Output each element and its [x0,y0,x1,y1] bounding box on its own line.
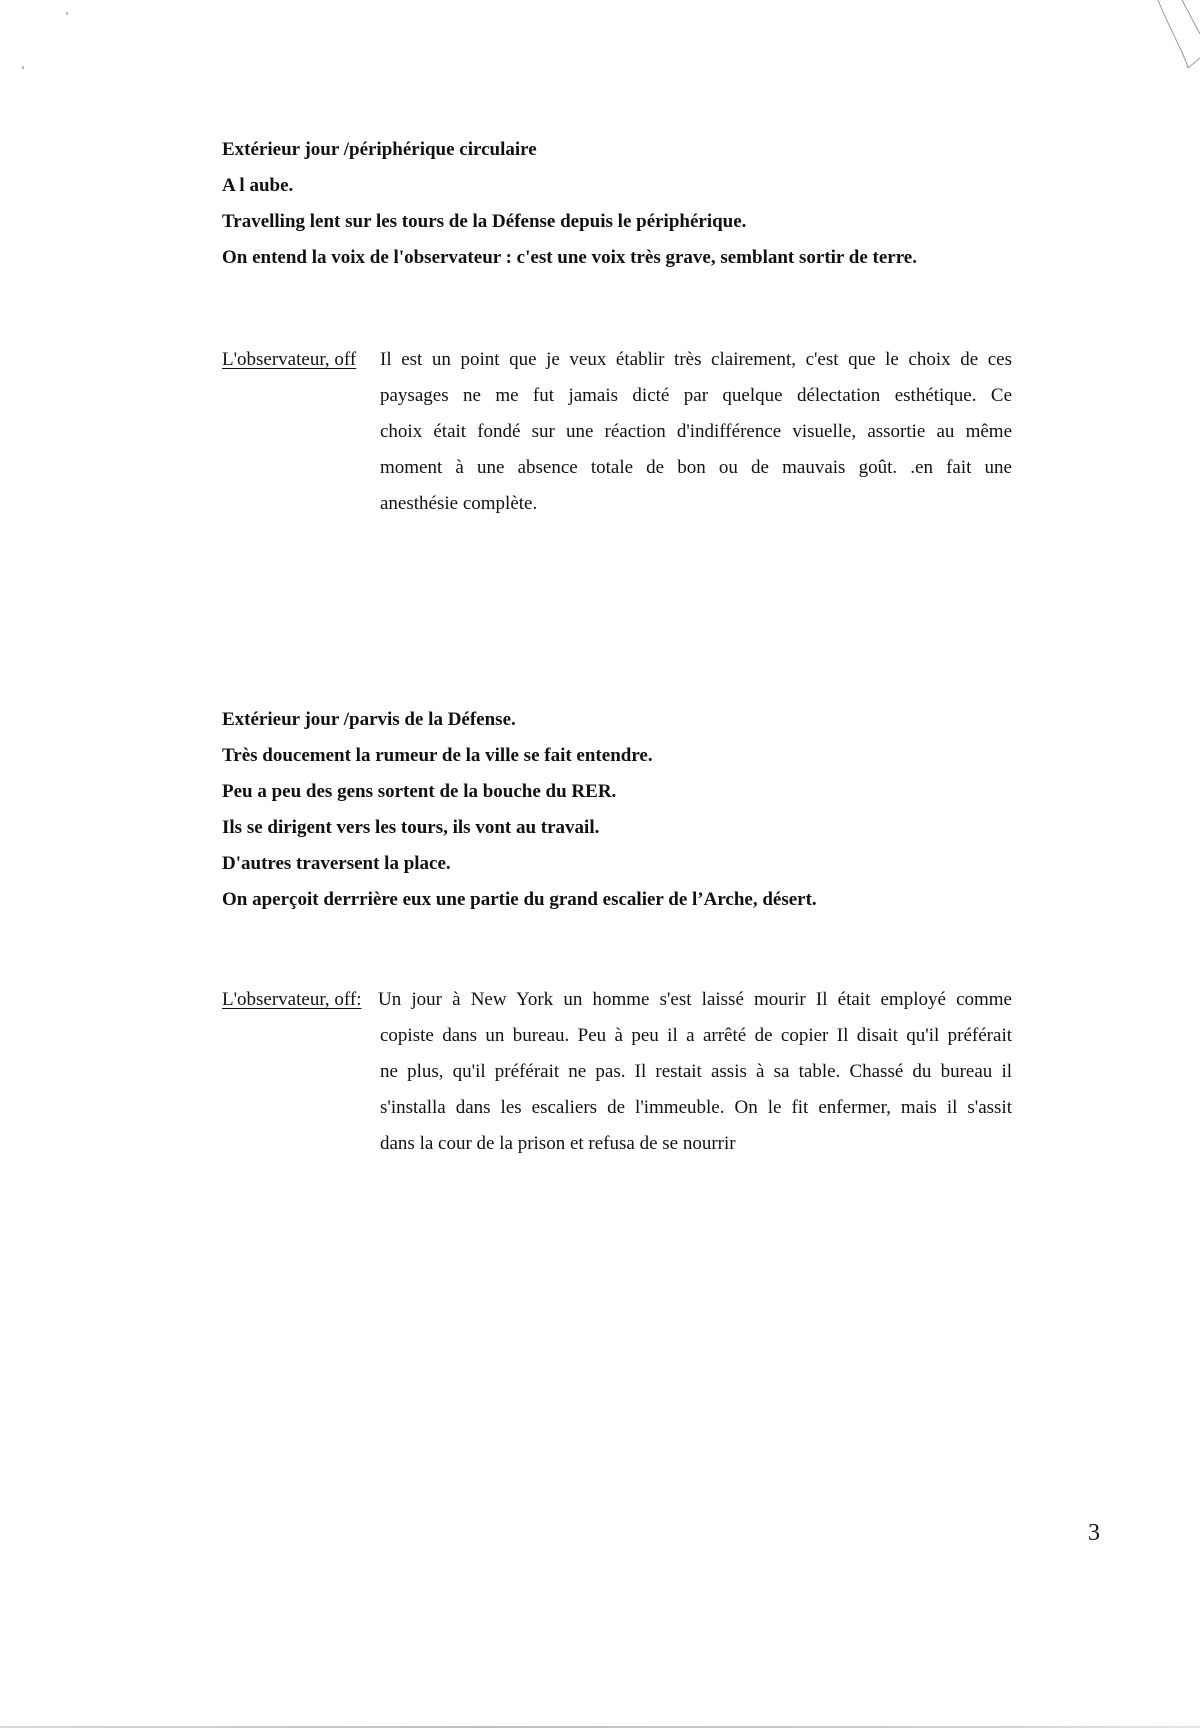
scene-line: Travelling lent sur les tours de la Défense depuis le périphérique. [222,211,747,232]
scene-line: On entend la voix de l'observateur : c'est une voix très grave, semblant sortir de terre. [222,247,917,268]
speech-line: moment à une absence totale de bon ou de mauvais goût. .en fait une [380,457,1012,478]
scene-heading-1 [222,132,1022,276]
speech-text [380,342,1012,522]
speech-line: copiste dans un bureau. Peu à peu il a arrêté de copier Il disait qu'il préférait [380,1025,1012,1046]
scene-line: D'autres traversent la place. [222,853,451,874]
scene-line: On aperçoit derrrière eux une partie du grand escalier de l’Arche, désert. [222,889,817,910]
speaker-label: L'observateur, off [222,349,357,370]
speech-text [380,982,1012,1162]
scene-line: A l aube. [222,175,294,196]
speech-line: paysages ne me fut jamais dicté par quelque délectation esthétique. Ce [380,385,1012,406]
speech-line: Un jour à New York un homme s'est laissé mourir Il était employé comme [378,989,1012,1010]
speech-line: Il est un point que je veux établir très clairement, c'est que le choix de ces [380,349,1012,370]
scene-line: Extérieur jour /périphérique circulaire [222,139,537,160]
speech-line: dans la cour de la prison et refusa de se nourrir [380,1133,736,1154]
scene-line: Ils se dirigent vers les tours, ils vont au travail. [222,817,600,838]
folded-corner-mark [1130,0,1200,80]
scan-speck [22,66,24,69]
page-bottom-edge [0,1726,1200,1728]
speech-line: anesthésie complète. [380,493,538,514]
scene-line: Peu a peu des gens sortent de la bouche du RER. [222,781,617,802]
scene-heading-2 [222,702,1022,918]
scene-line: Extérieur jour /parvis de la Défense. [222,709,516,730]
speech-line: s'installa dans les escaliers de l'immeuble. On le fit enfermer, mais il s'assit [380,1097,1012,1118]
scene-line: Très doucement la rumeur de la ville se fait entendre. [222,745,653,766]
scan-speck [66,12,68,15]
speech-line: choix était fondé sur une réaction d'indifférence visuelle, assortie au même [380,421,1012,442]
speech-line: ne plus, qu'il préférait ne pas. Il restait assis à sa table. Chassé du bureau il [380,1061,1012,1082]
page-number: 3 [1088,1520,1100,1546]
speaker-label: L'observateur, off: [222,989,362,1010]
